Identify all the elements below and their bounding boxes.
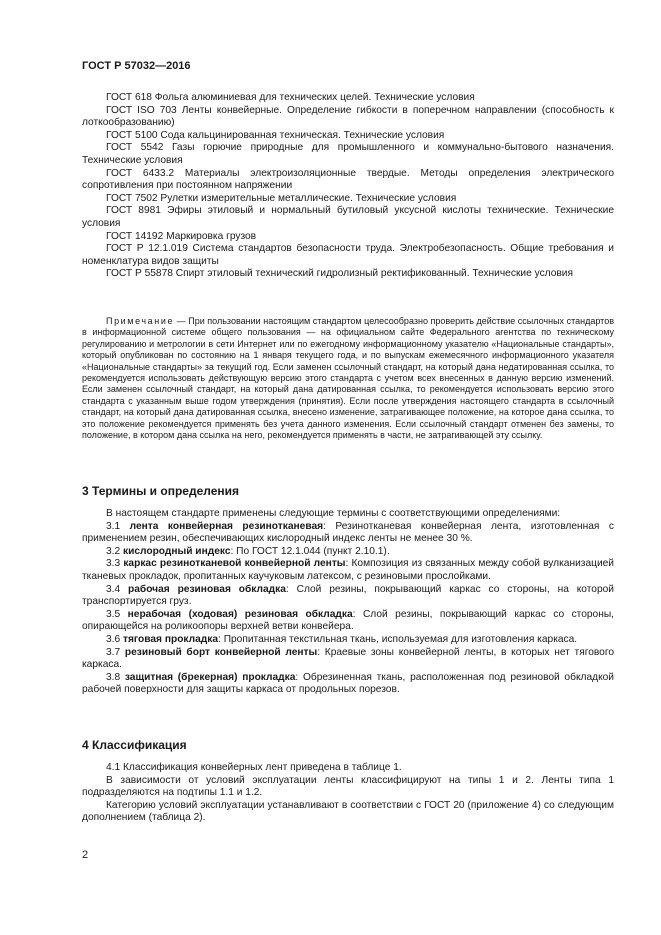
term-item: 3.6 тяговая прокладка: Пропитанная текстильная ткань, используемая для изготовления каркаса. — [106, 633, 578, 645]
reference-item: ГОСТ ISO 703 Ленты конвейерные. Определение гибкости в поперечном направлении (способность к лоткообразованию) — [82, 104, 614, 129]
note-text: — При пользовании настоящим стандартом целесообразно проверить действие ссылочных стандартов в информационной системе общего пользования — на официальном сайте Федерального агентства по техническому регулированию и метрологии в сети Интернет или по ежегодному информационному указателю «Национальные стандарты», который опубликован по состоянию на 1 января текущего года, и по выпускам ежемесячного информационного указателя «Национальные стандарты» за текущий год. Если заменен ссылочный стандарт, на который дана недатированная ссылка, то рекомендуется использовать действующую версию этого стандарта с учетом всех внесенных в данную версию изменений. Если заменен ссылочный стандарт, на который дана датированная ссылка, то рекомендуется использовать версию этого стандарта с указанным выше годом утверждения (принятия). Если после утверждения настоящего стандарта в ссылочный стандарт, на который дана датированная ссылка, внесено изменение, затрагивающее положение, на которое дана ссылка, то это положение рекомендуется применять без учета данного изменения. Если ссылочный стандарт отменен без замены, то положение, в котором дана ссылка на него, рекомендуется применять в части, не затрагивающей эту ссылку. — [82, 316, 614, 441]
term-item: 3.5 нерабочая (ходовая) резиновая обкладка: Слой резины, покрывающий каркас со стороны, опирающейся на роликоопоры верхней ветви конвейера. — [82, 608, 615, 633]
section-3-title: 3 Термины и определения — [82, 484, 240, 498]
reference-item: ГОСТ Р 12.1.019 Система стандартов безопасности труда. Электробезопасность. Общие требования и номенклатура видов защиты — [82, 243, 614, 267]
classification-text — [82, 762, 614, 825]
section-3 — [82, 484, 614, 498]
page-header: ГОСТ Р 57032—2016 — [82, 60, 191, 72]
reference-item: ГОСТ 5542 Газы горючие природные для промышленного и коммунально-бытового назначения. Технические условия — [82, 142, 614, 166]
page-number: 2 — [82, 849, 89, 861]
note-paragraph — [82, 316, 614, 441]
terms-list — [82, 508, 614, 697]
reference-item: ГОСТ 5100 Сода кальцинированная техническая. Технические условия — [106, 129, 445, 141]
section-4-title: 4 Классификация — [82, 738, 187, 752]
reference-item: ГОСТ 618 Фольга алюминиевая для технических целей. Технические условия — [106, 92, 475, 103]
classification-paragraph: В зависимости от условий эксплуатации ленты классифицируют на типы 1 и 2. Ленты типа 1 подразделяются на подтипы 1.1 и 1.2. — [82, 774, 614, 799]
reference-item: ГОСТ Р 55878 Спирт этиловый технический гидролизный ректификованный. Технические условия — [106, 268, 574, 280]
term-item: 3.8 защитная (брекерная) прокладка: Обрезиненная ткань, расположенная под резиновой обкладкой рабочей поверхности для защиты каркаса от продольных порезов. — [82, 671, 614, 696]
term-item: 3.2 кислородный индекс: По ГОСТ 12.1.044 (пункт 2.10.1). — [106, 545, 390, 557]
term-item: 3.7 резиновый борт конвейерной ленты: Краевые зоны конвейерной ленты, в которых нет тягового каркаса. — [82, 646, 614, 671]
note-lead: Примечание — [106, 316, 175, 326]
section-4 — [82, 738, 614, 752]
terms-intro: В настоящем стандарте применены следующие термины с соответствующими определениями: — [106, 508, 561, 519]
reference-item: ГОСТ 8981 Эфиры этиловый и нормальный бутиловый уксусной кислоты технические. Технические условия — [82, 205, 614, 229]
normative-references-list — [82, 92, 614, 281]
reference-item: ГОСТ 7502 Рулетки измерительные металлические. Технические условия — [106, 192, 457, 204]
classification-paragraph: Категорию условий эксплуатации устанавливают в соответствии с ГОСТ 20 (приложение 4) со следующим дополнением (таблица 2). — [82, 799, 614, 824]
term-item: 3.3 каркас резинотканевой конвейерной ленты: Композиция из связанных между собой вулканизацией тканевых прокладок, пропитанных каучуковым латексом, с резиновыми прослойками. — [82, 558, 614, 582]
term-item: 3.1 лента конвейерная резинотканевая: Резинотканевая конвейерная лента, изготовленная с применением резин, обеспечивающих кислородный индекс ленты не менее 30 %. — [82, 520, 614, 545]
reference-item: ГОСТ 6433.2 Материалы электроизоляционные твердые. Методы определения электрического сопротивления при постоянном напряжении — [82, 167, 614, 192]
term-item: 3.4 рабочая резиновая обкладка: Слой резины, покрывающий каркас со стороны, на которой транспортируется груз. — [82, 583, 614, 608]
classification-paragraph: 4.1 Классификация конвейерных лент приведена в таблице 1. — [106, 762, 402, 773]
reference-item: ГОСТ 14192 Маркировка грузов — [106, 230, 257, 242]
